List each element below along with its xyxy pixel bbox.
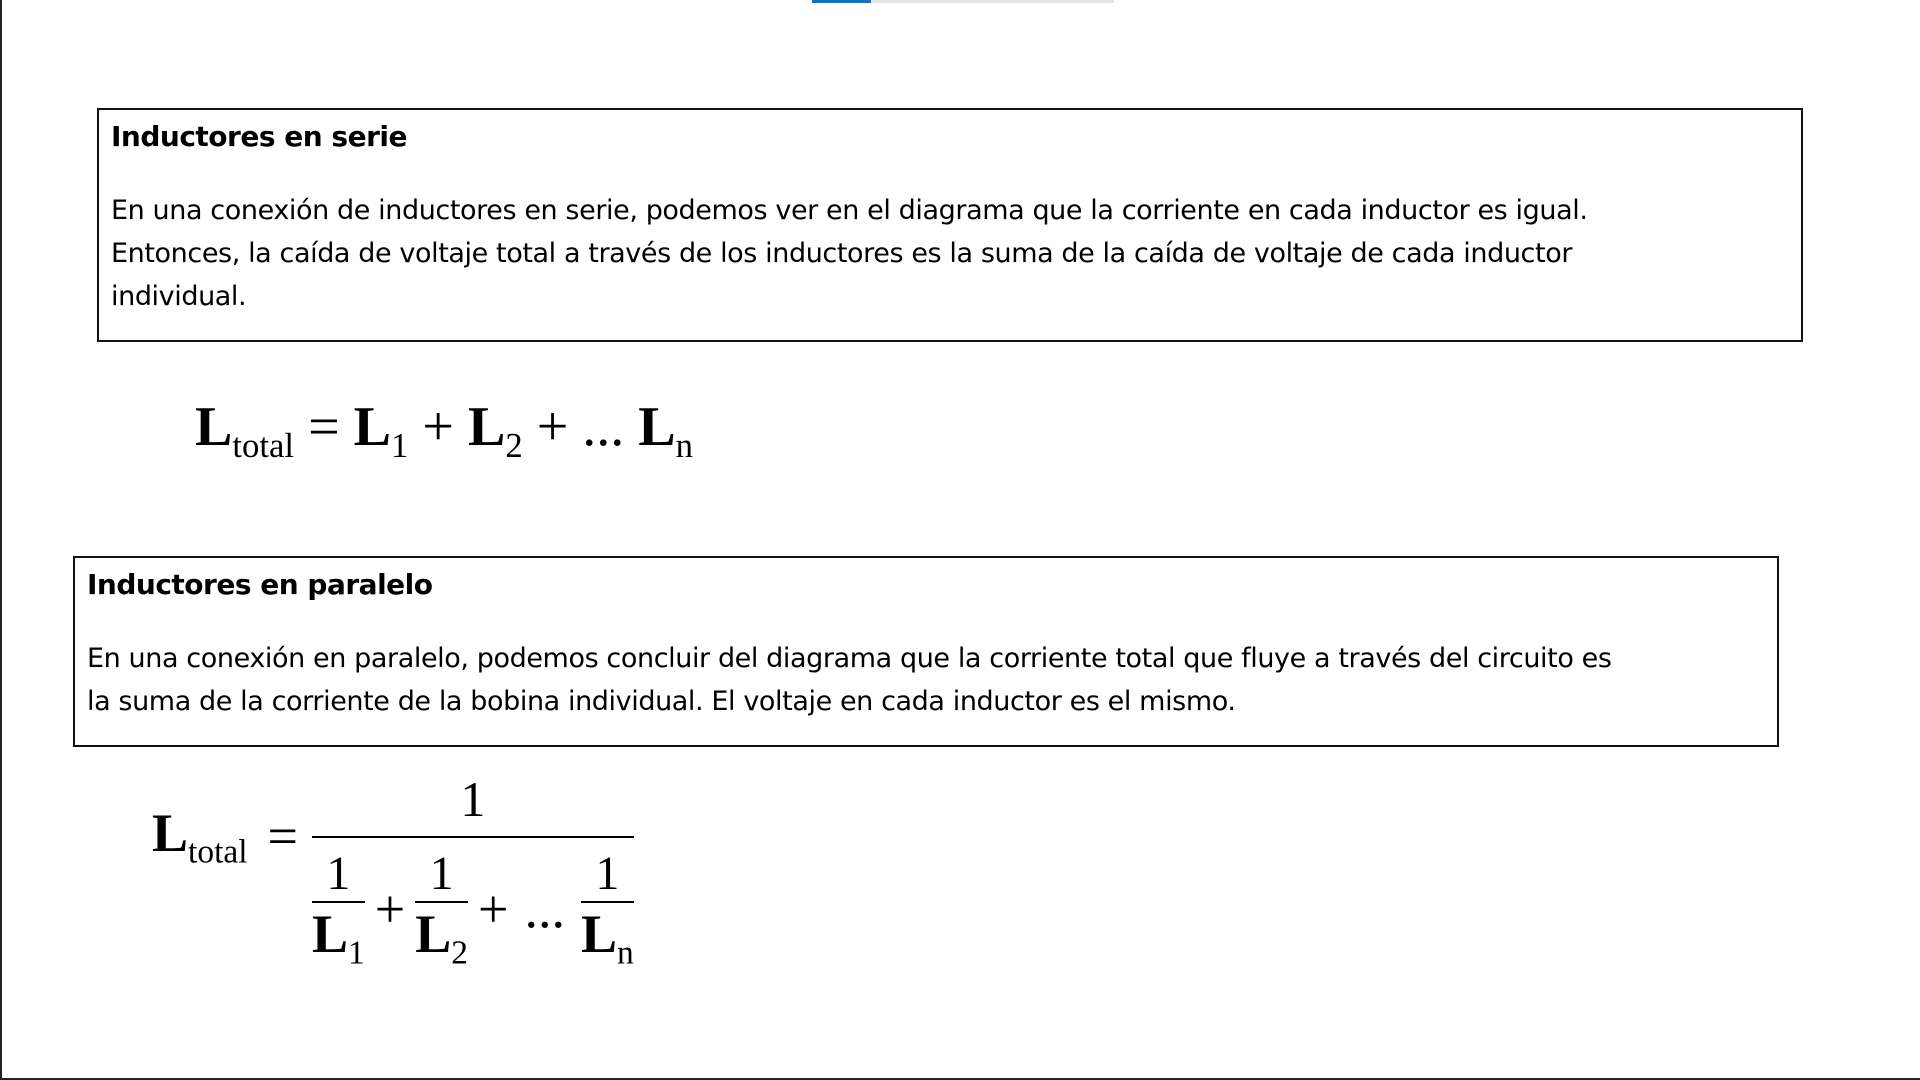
series-line: individual. [111,281,247,312]
main-fraction: 1 $\frac{1}{L_1}$ + $\frac{1}{L_2}$ + ... $\frac{1}{L_n}$ [312,771,634,972]
series-formula: $L_{total} = L_1 + L_2$ + ... $L_n$ [195,396,694,466]
parallel-line: la suma de la corriente de la bobina individual. El voltaje en cada inductor es el mismo. [87,686,1236,717]
series-heading: Inductores en serie [111,120,407,153]
series-line: Entonces, la caída de voltaje total a través de los inductores es la suma de la caída de voltaje de cada inductor [111,238,1573,269]
scroll-indicator-track [871,0,1114,3]
parallel-heading: Inductores en paralelo [87,568,433,601]
series-line: En una conexión de inductores en serie, podemos ver en el diagrama que la corriente en cada inductor es igual. [111,195,1588,226]
parallel-line: En una conexión en paralelo, podemos concluir del diagrama que la corriente total que fluye a través del circuito es [87,643,1612,674]
series-paragraph [111,189,1789,318]
parallel-textbox [73,556,1779,747]
parallel-paragraph [87,637,1765,723]
window-left-border [0,0,2,1080]
parallel-formula: $L_{total}$ = 1 $\frac{1}{L_1}$ + $\frac{1}{L_2}$ + ... $\frac{1}{L_n}$ [152,771,634,972]
scroll-indicator-active [812,0,871,3]
series-textbox [97,108,1803,342]
